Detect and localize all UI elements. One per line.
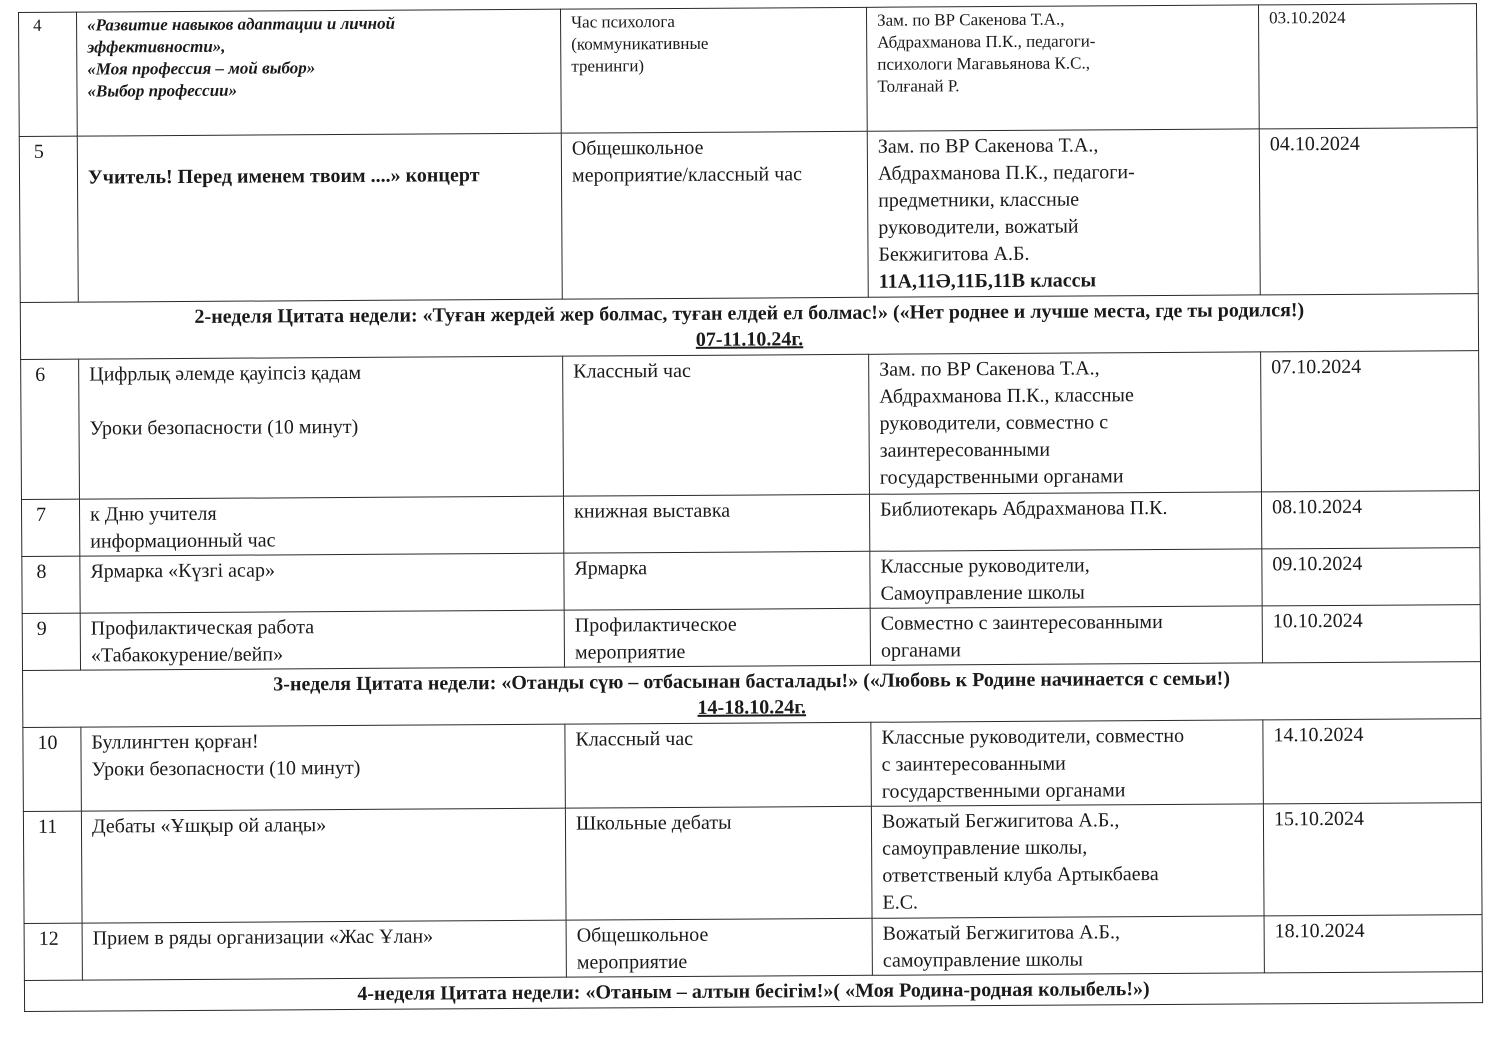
row-number: 10: [23, 727, 82, 811]
table-row: [23, 803, 1482, 924]
format-cell: Общешкольное мероприятие: [566, 918, 872, 977]
format-cell: Классный час: [563, 354, 870, 496]
date-cell: 18.10.2024: [1264, 915, 1482, 973]
row-number: 12: [24, 923, 82, 980]
week-dates: 07-11.10.24г.: [695, 328, 804, 351]
event-cell: Ярмарка «Күзгі асар»: [80, 553, 564, 613]
responsible-cell: Зам. по ВР Сакенова Т.А., Абдрахманова П.К., классные руководители, совместно с заинтересованными государственными органами: [869, 352, 1262, 494]
responsible-cell: Зам. по ВР Сакенова Т.А., Абдрахманова П.К., педагоги- психологи Магавьянова К.С., Толғанай Р.: [866, 5, 1259, 131]
responsible-cell: Классные руководители, Самоуправление школы: [870, 549, 1262, 608]
table-row: [19, 4, 1478, 137]
responsible-cell: Классные руководители, совместно с заинтересованными государственными органами: [871, 720, 1264, 806]
date-cell: 07.10.2024: [1261, 351, 1480, 492]
date-cell: 08.10.2024: [1261, 491, 1479, 549]
format-cell: Школьные дебаты: [565, 806, 872, 920]
table-row: [19, 128, 1478, 303]
date-cell: 04.10.2024: [1259, 128, 1478, 295]
date-cell: 09.10.2024: [1262, 548, 1480, 606]
table-row: [24, 915, 1482, 981]
table-row: [22, 605, 1480, 671]
event-cell: Прием в ряды организации «Жас Ұлан»: [82, 920, 566, 980]
week-title: 4-неделя Цитата недели: «Отаным – алтын бесігім!»( «Моя Родина-родная колыбель!»): [357, 978, 1150, 1005]
row-number: 11: [23, 811, 82, 923]
week-header: [23, 662, 1481, 728]
responsible-cell: Зам. по ВР Сакенова Т.А., Абдрахманова П.К., педагоги- предметники, классные руководители, вожатый Бекжигитова А.Б. 11А,11Ә,11Б,11В классы: [867, 129, 1260, 297]
row-number: 8: [22, 556, 80, 613]
table-row: [21, 351, 1480, 500]
event-cell: Буллингтен қорған! Уроки безопасности (10 минут): [81, 724, 566, 811]
row-number: 9: [22, 613, 80, 670]
event-cell: Цифрлық әлемде қауіпсіз қадам Уроки безопасности (10 минут): [79, 356, 564, 499]
event-cell: «Развитие навыков адаптации и личной эффективности», «Моя профессия – мой выбор» «Выбор профессии»: [77, 9, 562, 136]
format-cell: Классный час: [565, 722, 872, 808]
week-2-header: [20, 294, 1478, 360]
week-dates: 14-18.10.24г.: [697, 696, 807, 719]
date-cell: 03.10.2024: [1258, 4, 1477, 129]
format-cell: книжная выставка: [563, 494, 869, 553]
date-cell: 14.10.2024: [1263, 719, 1482, 804]
responsible-cell: Вожатый Бегжигитова А.Б., самоуправление школы, ответственый клуба Артыкбаева Е.С.: [871, 804, 1264, 918]
events-table-body: [19, 4, 1483, 1012]
table-row: [22, 548, 1480, 614]
event-cell: Учитель! Перед именем твоим ....» концерт: [77, 133, 562, 302]
row-number: 5: [19, 136, 78, 302]
format-cell: Ярмарка: [564, 551, 870, 610]
date-cell: 15.10.2024: [1263, 803, 1482, 916]
table-row: [23, 719, 1481, 812]
responsible-cell: Вожатый Бегжигитова А.Б., самоуправление школы: [872, 916, 1264, 975]
row-number: 4: [19, 12, 78, 136]
event-cell: Профилактическая работа «Табакокурение/вейп»: [80, 610, 564, 670]
row-number: 6: [21, 359, 80, 499]
responsible-cell: Библиотекарь Абдрахманова П.К.: [869, 492, 1261, 551]
format-cell: Профилактическое мероприятие: [564, 608, 870, 667]
document-page: [18, 3, 1482, 1005]
date-cell: 10.10.2024: [1262, 605, 1480, 663]
event-cell: Дебаты «Ұшқыр ой алаңы»: [81, 808, 566, 923]
table-row: [21, 491, 1479, 557]
row-number: 7: [21, 499, 79, 556]
event-cell: к Дню учителя информационный час: [79, 496, 563, 556]
events-table: [18, 3, 1483, 1012]
responsible-cell: Совместно с заинтересованными органами: [870, 606, 1262, 665]
week-title: 2-неделя Цитата недели: «Туған жердей жер болмас, туған елдей ел болмас!» («Нет роднее и лучше места, где ты родился!): [194, 299, 1305, 328]
week-title: 3-неделя Цитата недели: «Отанды сүю – отбасынан басталады!» («Любовь к Родине начинается с семьи!): [273, 667, 1231, 696]
format-cell: Общешкольное мероприятие/классный час: [561, 131, 868, 299]
week-header: [20, 294, 1478, 360]
format-cell: Час психолога (коммуникативные тренинги): [560, 7, 867, 133]
week-3-header: [23, 662, 1481, 728]
